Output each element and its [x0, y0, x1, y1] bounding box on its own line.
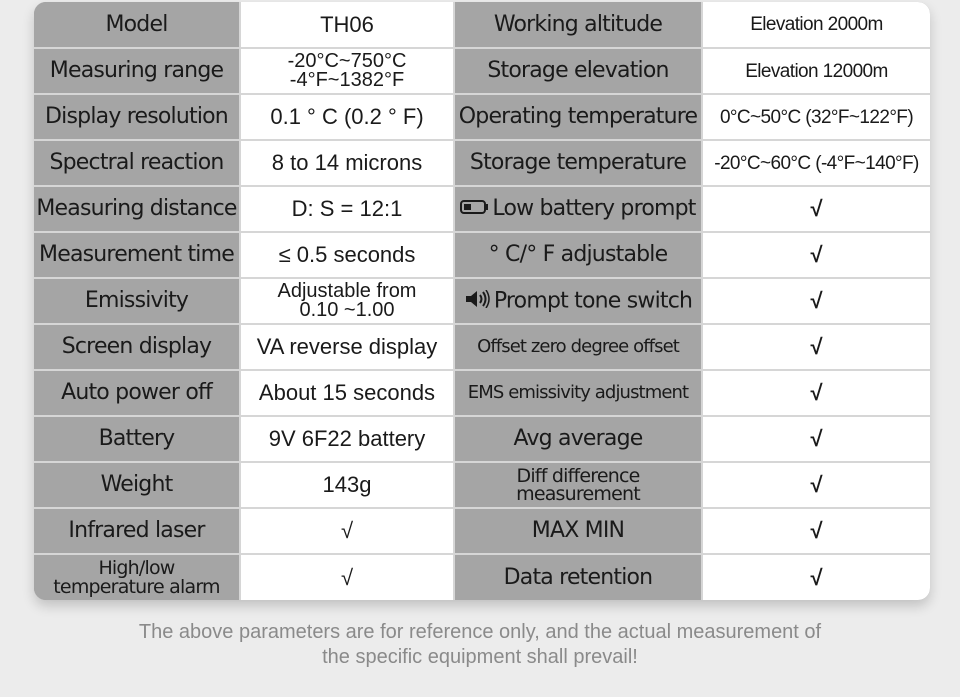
row-value: 9V 6F22 battery [240, 416, 454, 462]
row-value [240, 48, 454, 94]
row-value: TH06 [240, 2, 454, 48]
check-mark: √ [702, 416, 930, 462]
table-row [34, 508, 930, 554]
check-mark: √ [702, 232, 930, 278]
row-value: D: S = 12:1 [240, 186, 454, 232]
disclaimer-line: the specific equipment shall prevail! [322, 646, 638, 668]
row-value: 8 to 14 microns [240, 140, 454, 186]
table-row [34, 278, 930, 324]
check-mark: √ [702, 462, 930, 508]
value-line: Adjustable from [277, 280, 417, 302]
row-label [34, 554, 240, 600]
row-label: Measurement time [34, 232, 240, 278]
row-label [454, 462, 702, 508]
spec-table [34, 2, 930, 600]
battery-icon [460, 198, 490, 220]
check-mark: √ [702, 278, 930, 324]
table-row [34, 186, 930, 232]
table-row [34, 554, 930, 600]
row-value: 143g [240, 462, 454, 508]
row-value: 0.1 ° C (0.2 ° F) [240, 94, 454, 140]
speaker-icon [464, 290, 492, 313]
spec-table-panel [34, 2, 930, 600]
row-label: Battery [34, 416, 240, 462]
row-label: Weight [34, 462, 240, 508]
table-row [34, 416, 930, 462]
row-label: Spectral reaction [34, 140, 240, 186]
row-label: Prompt tone switch [493, 288, 693, 313]
row-label-with-icon [454, 186, 702, 232]
value-line: 0.10 ~1.00 [299, 299, 395, 321]
row-value: -20°C~60°C (-4°F~140°F) [702, 140, 930, 186]
table-row [34, 324, 930, 370]
row-label: Model [34, 2, 240, 48]
value-line: -20°C~750°C [287, 50, 407, 72]
table-row [34, 94, 930, 140]
row-value: VA reverse display [240, 324, 454, 370]
check-mark: √ [702, 370, 930, 416]
row-label: Storage temperature [454, 140, 702, 186]
row-value [240, 278, 454, 324]
check-mark: √ [240, 554, 454, 600]
check-mark: √ [702, 554, 930, 600]
table-row [34, 2, 930, 48]
row-label: Low battery prompt [492, 196, 696, 221]
disclaimer-note [0, 620, 960, 670]
row-label: Operating temperature [454, 94, 702, 140]
row-label: EMS emissivity adjustment [454, 370, 702, 416]
row-label-with-icon [454, 278, 702, 324]
row-value: About 15 seconds [240, 370, 454, 416]
check-mark: √ [240, 508, 454, 554]
table-row [34, 370, 930, 416]
row-label: ° C/° F adjustable [454, 232, 702, 278]
table-row [34, 140, 930, 186]
value-line: -4°F~1382°F [289, 69, 405, 91]
check-mark: √ [702, 508, 930, 554]
row-label: Screen display [34, 324, 240, 370]
row-label: Measuring range [34, 48, 240, 94]
row-label: Display resolution [34, 94, 240, 140]
row-label: Data retention [454, 554, 702, 600]
disclaimer-line: The above parameters are for reference only, and the actual measurement of [138, 621, 822, 643]
row-value: Elevation 12000m [702, 48, 930, 94]
row-label: Avg average [454, 416, 702, 462]
table-row [34, 232, 930, 278]
label-line: temperature alarm [53, 575, 220, 598]
row-value: 0°C~50°C (32°F~122°F) [702, 94, 930, 140]
check-mark: √ [702, 324, 930, 370]
row-label: Storage elevation [454, 48, 702, 94]
row-label: Infrared laser [34, 508, 240, 554]
table-row [34, 48, 930, 94]
label-line: Diff difference [516, 464, 640, 487]
row-label: MAX MIN [454, 508, 702, 554]
row-label: Auto power off [34, 370, 240, 416]
label-line: High/low [98, 557, 175, 580]
table-row [34, 462, 930, 508]
row-value: Elevation 2000m [702, 2, 930, 48]
check-mark: √ [702, 186, 930, 232]
row-label: Measuring distance [34, 186, 240, 232]
row-label: Emissivity [34, 278, 240, 324]
row-value: ≤ 0.5 seconds [240, 232, 454, 278]
row-label: Offset zero degree offset [454, 324, 702, 370]
row-label: Working altitude [454, 2, 702, 48]
label-line: measurement [516, 483, 640, 505]
